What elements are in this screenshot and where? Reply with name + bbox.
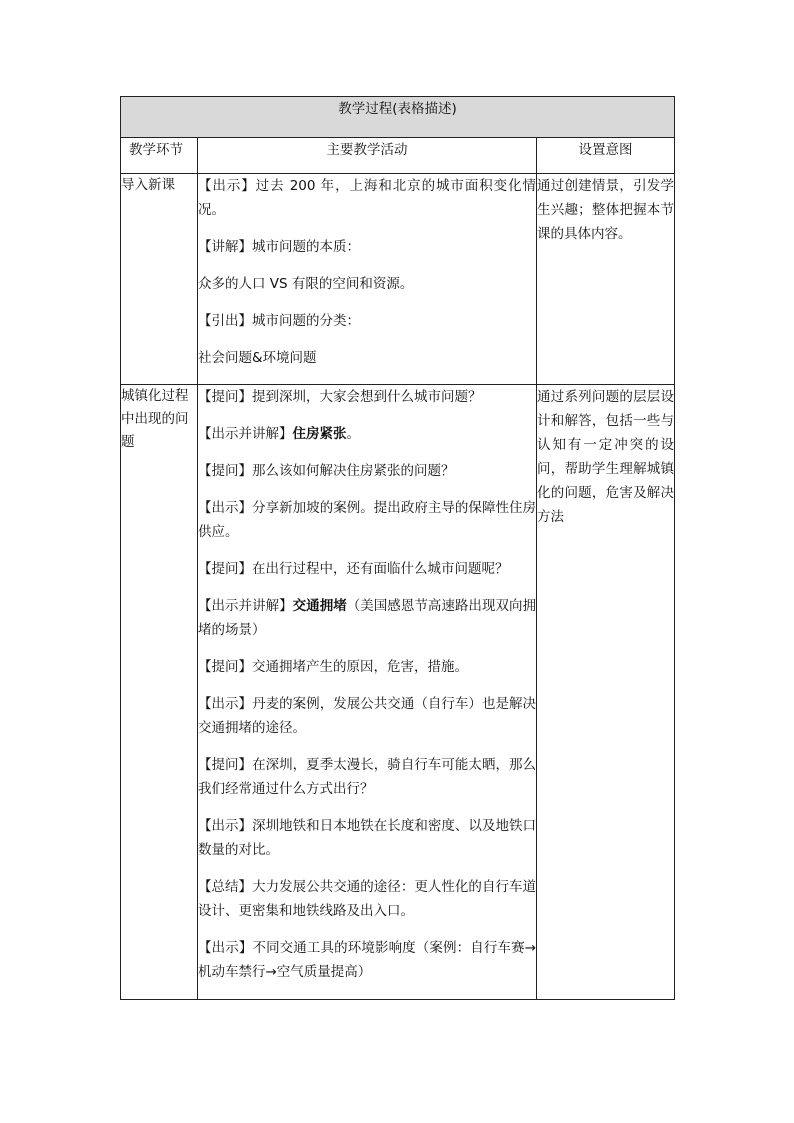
column-header-activities: 主要教学活动: [198, 138, 537, 174]
activity-item: 【总结】大力发展公共交通的途径：更人性化的自行车道设计、更密集和地铁线路及出入口。: [198, 879, 537, 919]
activity-item: 【出示】丹麦的案例，发展公共交通（自行车）也是解决交通拥堵的途径。: [198, 696, 537, 736]
activity-item: 【提问】提到深圳，大家会想到什么城市问题？: [198, 389, 482, 405]
table-title-row: [121, 97, 675, 138]
table-row: [121, 385, 675, 1000]
activity-item: 【出示】深圳地铁和日本地铁在长度和密度、以及地铁口数量的对比。: [198, 818, 537, 858]
activity-item: 【提问】那么该如何解决住房紧张的问题？: [198, 463, 455, 479]
table-title: 教学过程(表格描述): [121, 97, 675, 138]
activity-item: 【出示并讲解】住房紧张。: [198, 426, 360, 442]
activity-item: 【讲解】城市问题的本质：: [198, 239, 360, 255]
activity-item: 【出示】不同交通工具的环境影响度（案例：自行车赛→机动车禁行→空气质量提高）: [198, 940, 537, 980]
teaching-process-table: [120, 96, 675, 1000]
activity-item: 【提问】交通拥堵产生的原因，危害，措施。: [198, 659, 468, 675]
column-header-row: [121, 138, 675, 174]
activity-item: 【出示】过去 200 年，上海和北京的城市面积变化情况。: [198, 178, 536, 218]
activity-item: 【提问】在出行过程中，还有面临什么城市问题呢？: [198, 561, 509, 577]
purpose-cell: 通过创建情景，引发学生兴趣；整体把握本节课的具体内容。: [537, 174, 675, 385]
purpose-cell: 通过系列问题的层层设计和解答，包括一些与认知有一定冲突的设问，帮助学生理解城镇化的问题，危害及解决方法: [537, 385, 675, 1000]
activity-item: 社会问题&环境问题: [198, 350, 317, 366]
activity-item: 【提问】在深圳，夏季太漫长，骑自行车可能太晒，那么我们经常通过什么方式出行？: [198, 757, 537, 797]
activities-cell: [198, 385, 537, 1000]
stage-cell: 城镇化过程中出现的问题: [121, 385, 198, 1000]
activity-item: 众多的人口 VS 有限的空间和资源。: [198, 276, 414, 292]
activity-item: 【引出】城市问题的分类：: [198, 313, 360, 329]
column-header-stage: 教学环节: [121, 138, 198, 174]
table-row: [121, 174, 675, 385]
activities-cell: [198, 174, 537, 385]
stage-cell: 导入新课: [121, 174, 198, 385]
activity-item: 【出示并讲解】交通拥堵（美国感恩节高速路出现双向拥堵的场景）: [198, 598, 537, 638]
activity-item: 【出示】分享新加坡的案例。提出政府主导的保障性住房供应。: [198, 500, 537, 540]
column-header-purpose: 设置意图: [537, 138, 675, 174]
